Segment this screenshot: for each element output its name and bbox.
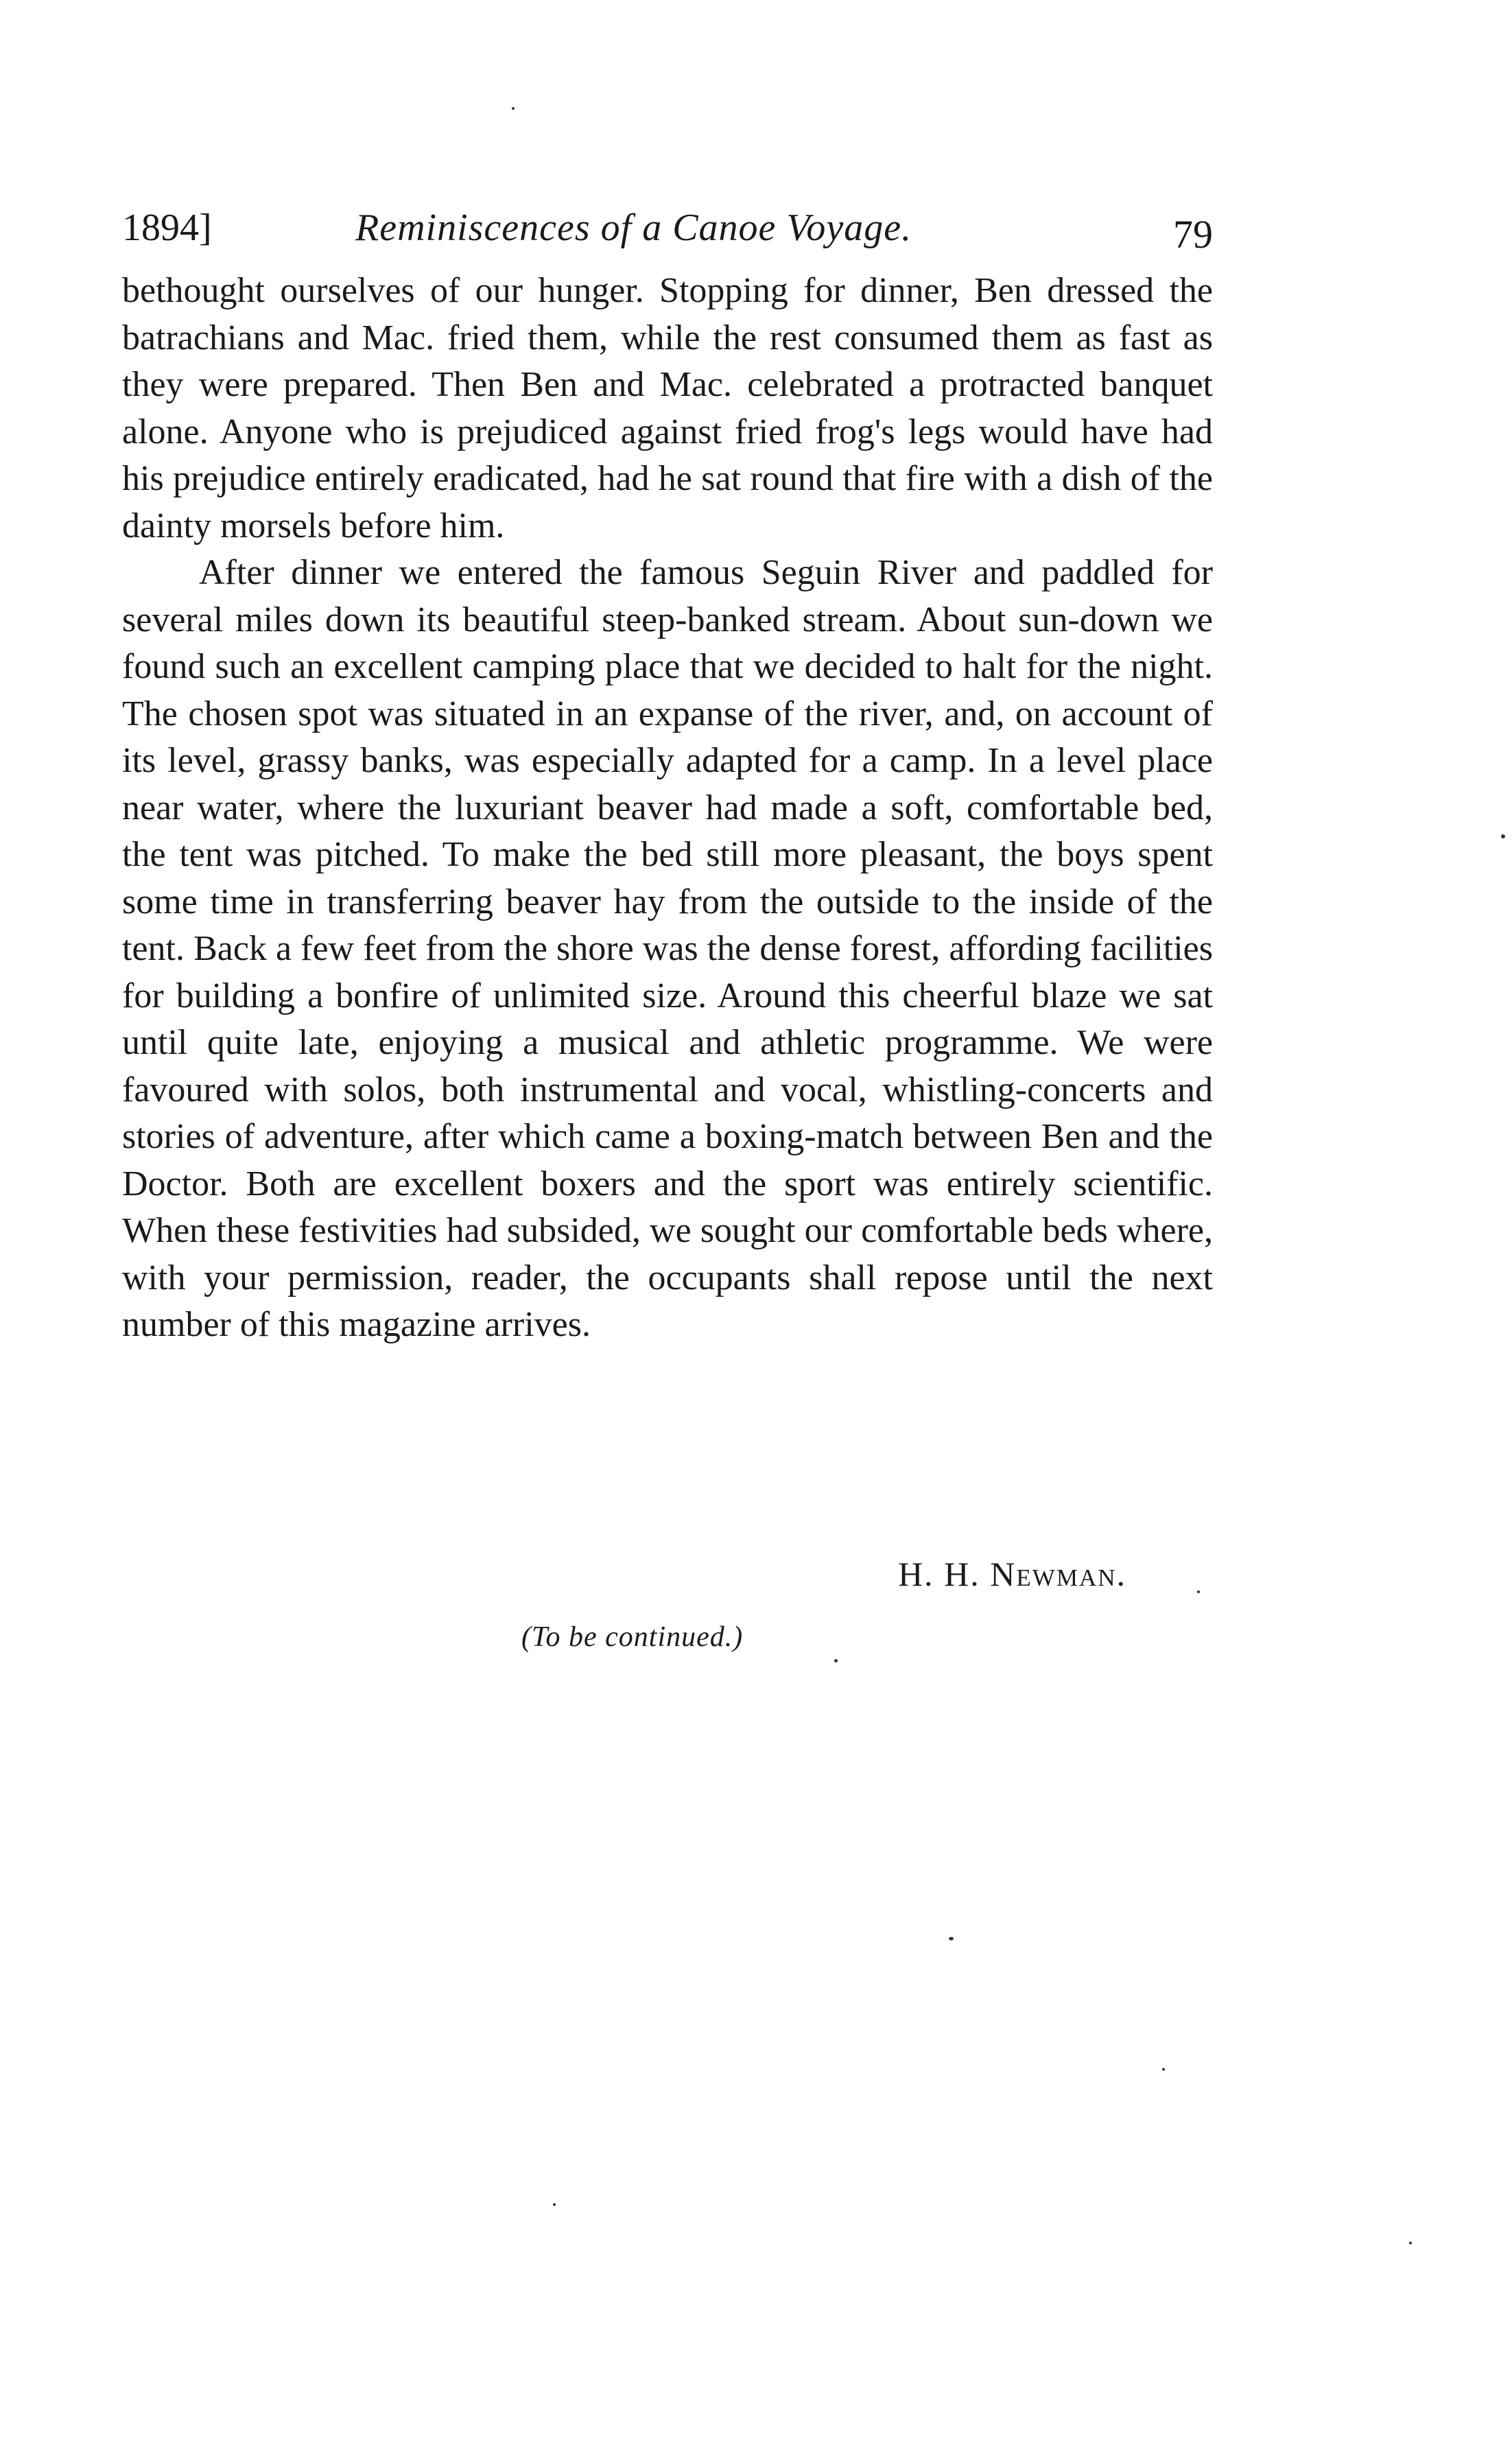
scan-speck bbox=[834, 1659, 838, 1662]
page-number: 79 bbox=[1173, 212, 1213, 257]
continued-note: (To be continued.) bbox=[521, 1621, 744, 1653]
running-head-title: Reminiscences of a Canoe Voyage. bbox=[355, 207, 912, 249]
scan-speck bbox=[1501, 834, 1505, 838]
scan-speck bbox=[1409, 2242, 1412, 2244]
scan-speck bbox=[512, 107, 515, 110]
scan-speck bbox=[553, 2203, 556, 2206]
scan-speck bbox=[949, 1937, 954, 1940]
scan-speck bbox=[1197, 1590, 1200, 1593]
body-text bbox=[122, 268, 1213, 1349]
running-head-year: 1894] bbox=[122, 207, 212, 249]
author-signature: H. H. Newman. bbox=[898, 1555, 1126, 1593]
running-head bbox=[122, 206, 1213, 268]
paragraph-1: bethought ourselves of our hunger. Stopping for dinner, Ben dressed the batrachians and Mac. fried them, while the rest consumed them as fast as they were prepared. Then Ben and Mac. celebrated a protracted banquet alone. Anyone who is prejudiced against fried frog's legs would have had his prejudice entirely eradicated, had he sat round that fire with a dish of the dainty morsels before him. bbox=[122, 271, 1213, 545]
paragraph-2: After dinner we entered the famous Seguin River and paddled for several miles down its beautiful steep-banked stream. About sun-down we found such an excellent camping place that we decided to halt for the night. The chosen spot was situated in an expanse of the river, and, on account of its level, grassy banks, was especially adapted for a camp. In a level place near water, where the luxuriant beaver had made a soft, comfortable bed, the tent was pitched. To make the bed still more pleasant, the boys spent some time in transferring beaver hay from the outside to the inside of the tent. Back a few feet from the shore was the dense forest, affording facilities for building a bonfire of unlimited size. Around this cheerful blaze we sat until quite late, enjoying a musical and athletic programme. We were favoured with solos, both instrumental and vocal, whistling-concerts and stories of adventure, after which came a boxing-match between Ben and the Doctor. Both are excellent boxers and the sport was entirely scientific. When these festivities had subsided, we sought our comfortable beds where, with your permission, reader, the occupants shall repose until the next number of this magazine arrives. bbox=[122, 553, 1213, 1344]
scan-speck bbox=[1162, 2068, 1165, 2071]
